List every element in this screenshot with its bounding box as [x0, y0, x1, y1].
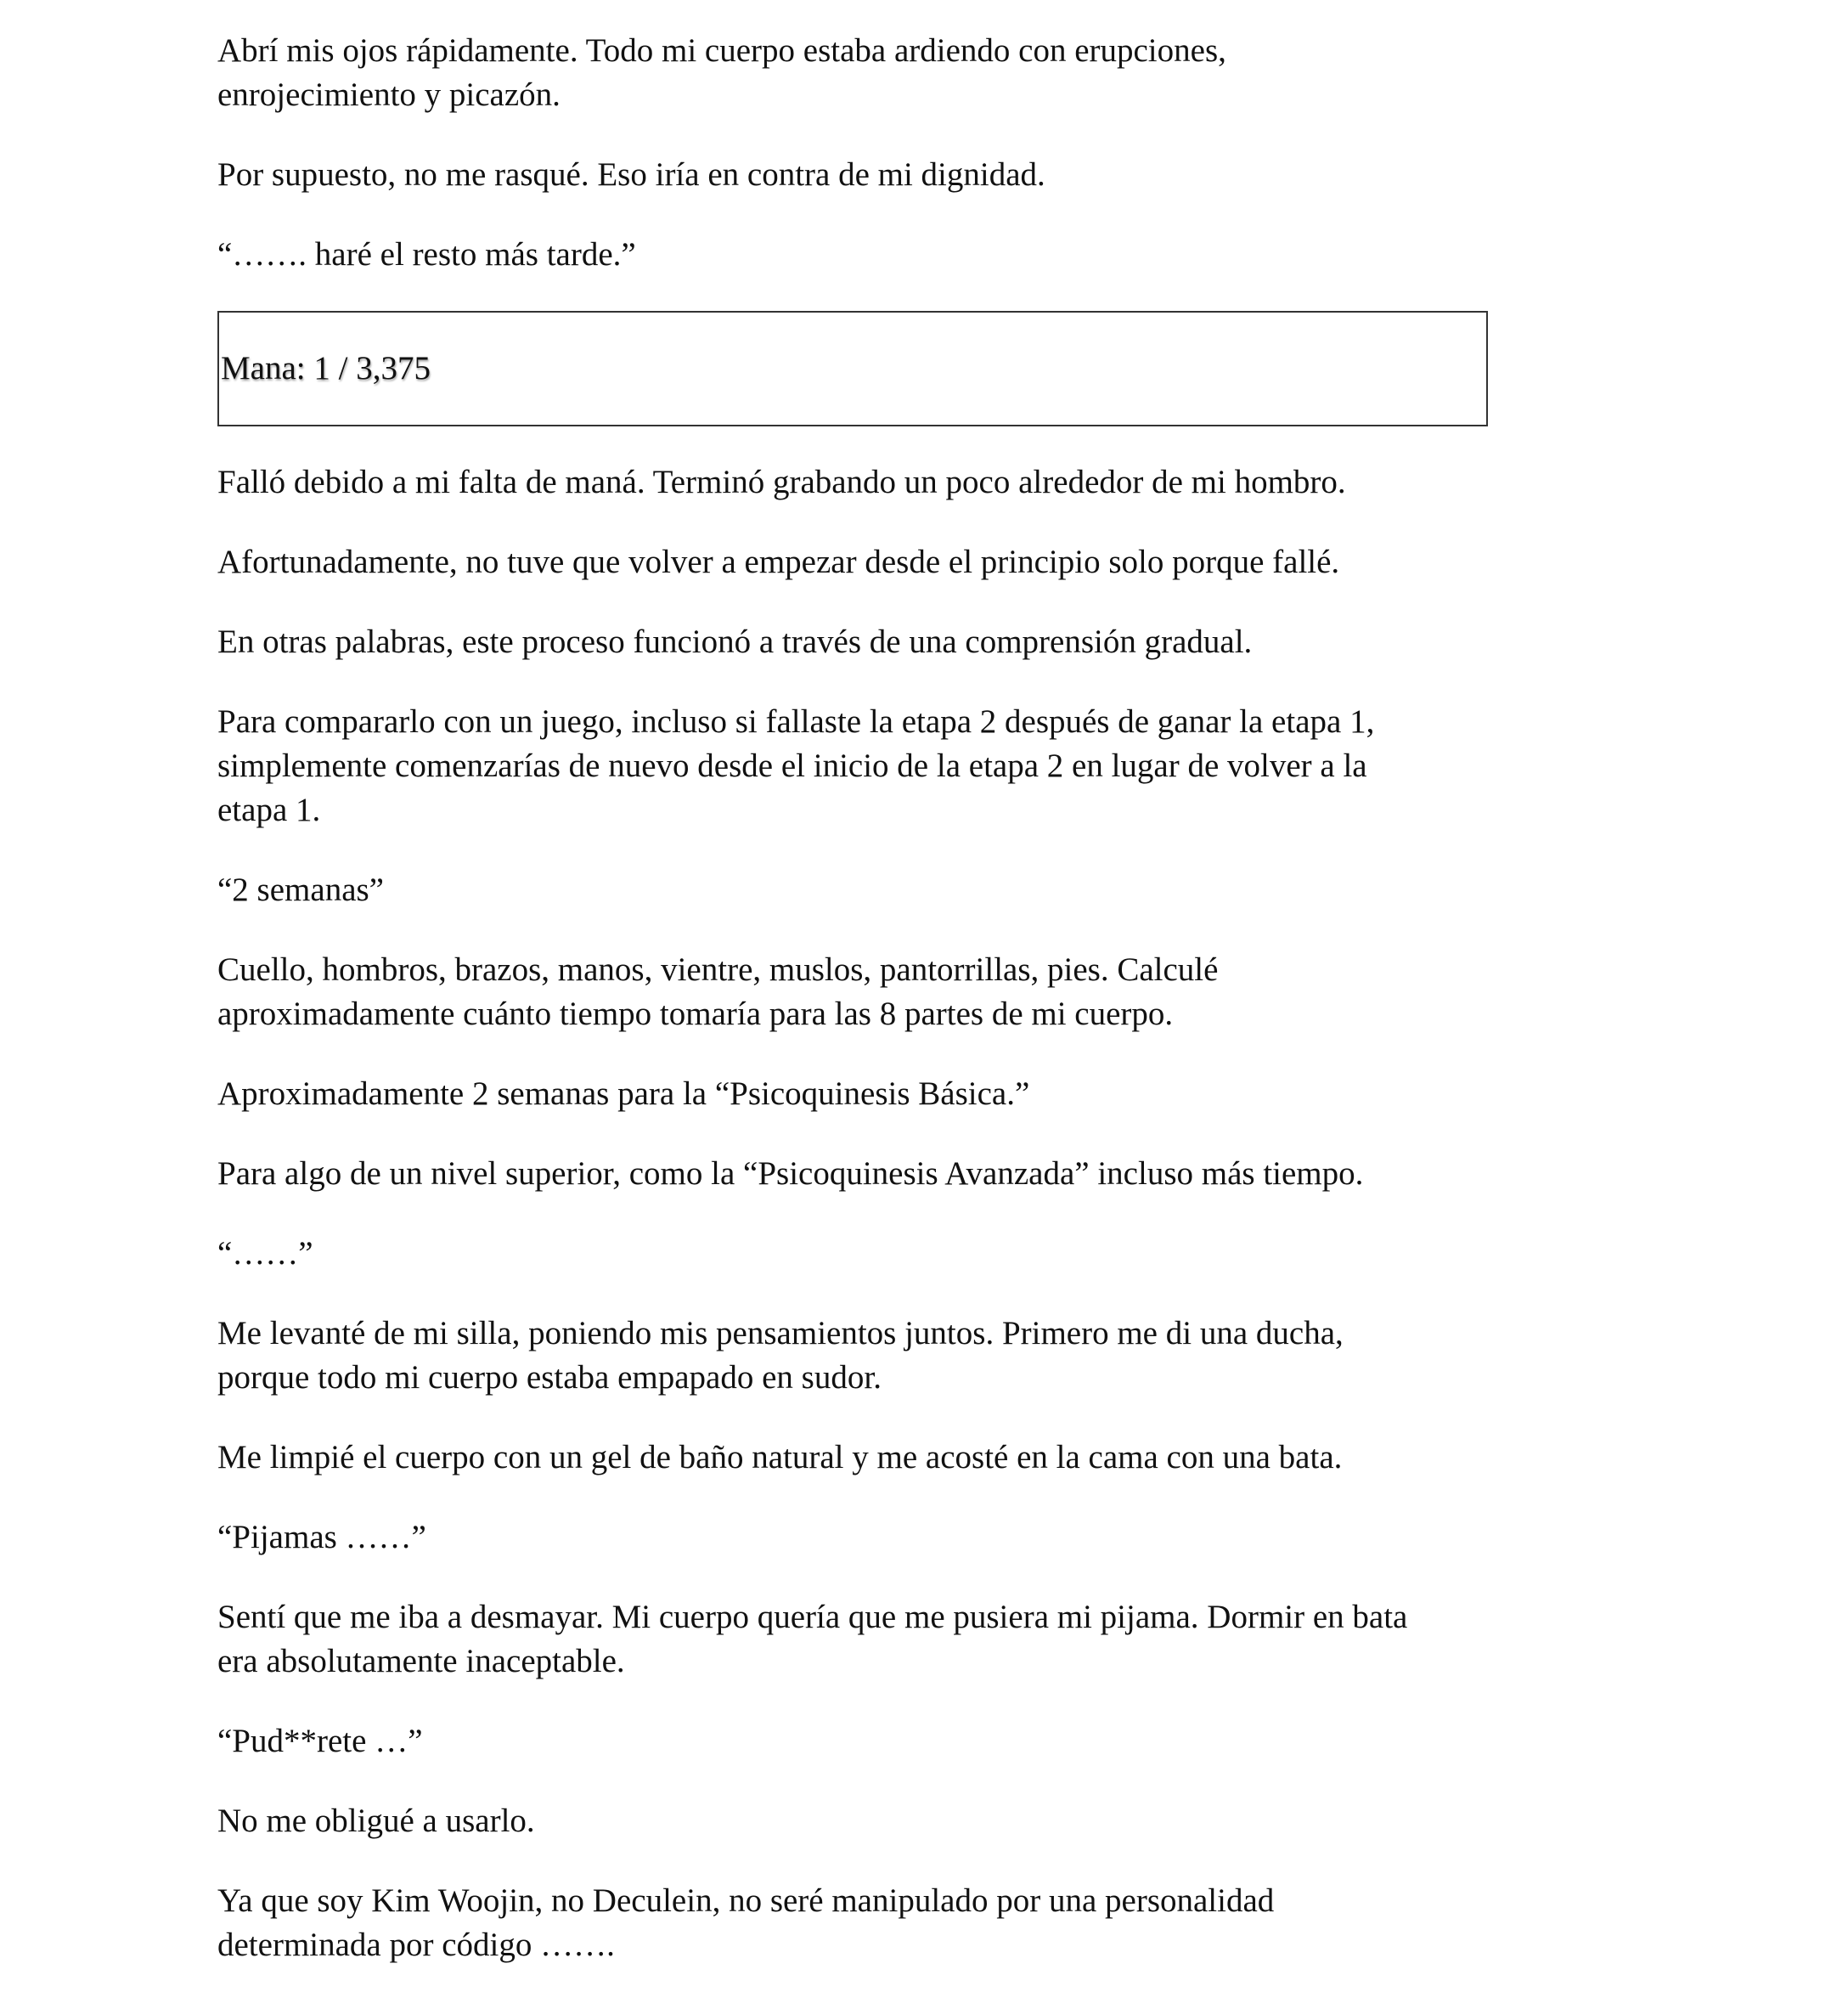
paragraph — [217, 1595, 1644, 1684]
paragraph — [217, 700, 1644, 832]
paragraph — [217, 460, 1644, 505]
text-line: Sentí que me iba a desmayar. Mi cuerpo quería que me pusiera mi pijama. Dormir en bata — [217, 1599, 1408, 1635]
text-line: Abrí mis ojos rápidamente. Todo mi cuerpo estaba ardiendo con erupciones, — [217, 32, 1226, 69]
text-line: Me levanté de mi silla, poniendo mis pensamientos juntos. Primero me di una ducha, — [217, 1315, 1344, 1351]
text-line: Ya que soy Kim Woojin, no Deculein, no seré manipulado por una personalidad — [217, 1882, 1275, 1919]
document-page — [217, 29, 1644, 2003]
text-line: Aproximadamente 2 semanas para la “Psicoquinesis Básica.” — [217, 1075, 1030, 1112]
text-line: En otras palabras, este proceso funcionó a través de una comprensión gradual. — [217, 623, 1253, 660]
text-line: etapa 1. — [217, 792, 321, 828]
text-line: enrojecimiento y picazón. — [217, 76, 561, 113]
paragraph — [217, 1436, 1644, 1480]
paragraph — [217, 1072, 1644, 1116]
text-line: era absolutamente inaceptable. — [217, 1643, 625, 1679]
text-line: “……” — [217, 1235, 313, 1272]
text-line: “Pijamas ……” — [217, 1519, 426, 1555]
text-line: Afortunadamente, no tuve que volver a empezar desde el principio solo porque fallé. — [217, 544, 1340, 580]
text-line: “2 semanas” — [217, 872, 384, 908]
text-line: Falló debido a mi falta de maná. Terminó grabando un poco alrededor de mi hombro. — [217, 464, 1346, 500]
text-line: Cuello, hombros, brazos, manos, vientre, muslos, pantorrillas, pies. Calculé — [217, 951, 1219, 988]
text-line: Me limpié el cuerpo con un gel de baño natural y me acosté en la cama con una bata. — [217, 1439, 1343, 1475]
text-line: simplemente comenzarías de nuevo desde el inicio de la etapa 2 en lugar de volver a la — [217, 748, 1367, 784]
paragraph — [217, 620, 1644, 664]
paragraph — [217, 153, 1644, 197]
dialogue-paragraph — [217, 1719, 1644, 1763]
paragraph — [217, 1799, 1644, 1843]
dialogue-paragraph — [217, 1515, 1644, 1560]
text-line: No me obligué a usarlo. — [217, 1803, 535, 1839]
paragraph — [217, 948, 1644, 1036]
text-line: “……. haré el resto más tarde.” — [217, 236, 636, 273]
text-line: “Pud**rete …” — [217, 1723, 423, 1759]
dialogue-paragraph — [217, 1232, 1644, 1276]
dialogue-paragraph — [217, 233, 1644, 277]
text-line: Por supuesto, no me rasqué. Eso iría en contra de mi dignidad. — [217, 156, 1045, 193]
text-line: Para algo de un nivel superior, como la “Psicoquinesis Avanzada” incluso más tiempo. — [217, 1155, 1364, 1192]
paragraph — [217, 29, 1644, 117]
mana-status-text: Mana: 1 / 3,375 — [221, 350, 431, 386]
paragraph — [217, 1312, 1644, 1400]
paragraph — [217, 1879, 1644, 1967]
mana-status-box — [217, 311, 1488, 426]
text-line: aproximadamente cuánto tiempo tomaría para las 8 partes de mi cuerpo. — [217, 996, 1174, 1032]
text-line: porque todo mi cuerpo estaba empapado en sudor. — [217, 1359, 882, 1396]
dialogue-paragraph — [217, 868, 1644, 912]
text-line: determinada por código ……. — [217, 1927, 615, 1963]
paragraph — [217, 1152, 1644, 1196]
text-line: Para compararlo con un juego, incluso si fallaste la etapa 2 después de ganar la etapa 1, — [217, 703, 1375, 740]
paragraph — [217, 540, 1644, 584]
